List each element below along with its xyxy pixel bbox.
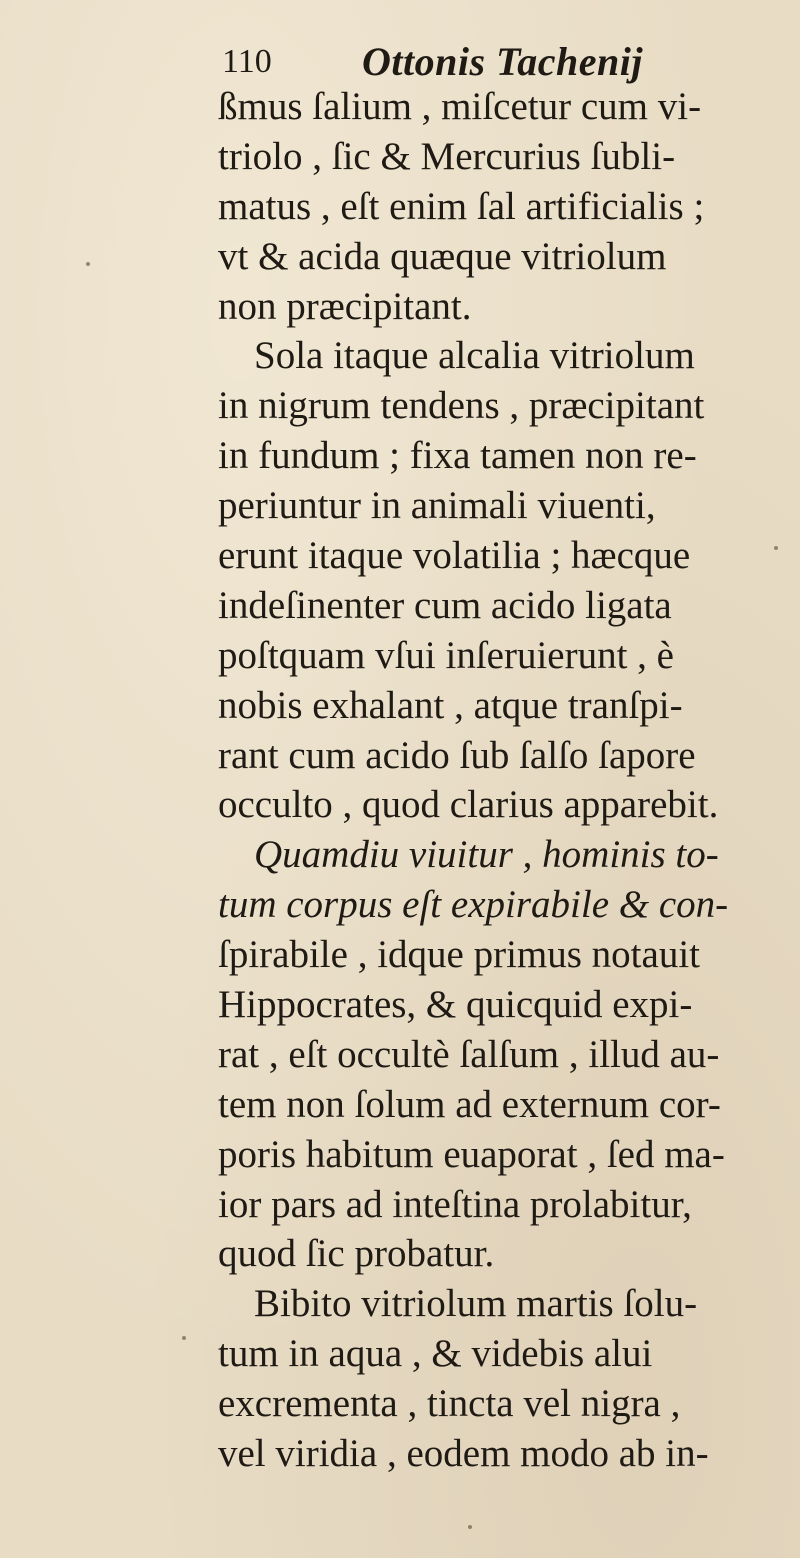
body-text	[218, 82, 798, 1479]
text-line: erunt itaque volatilia ; hæcque	[218, 534, 691, 578]
text-line: matus , eſt enim ſal artificialis ;	[218, 184, 705, 228]
text-line: ſpirabile , idque primus notauit	[218, 933, 700, 977]
text-line: non præcipitant.	[218, 284, 472, 328]
text-line: periuntur in animali viuenti,	[218, 484, 656, 528]
text-line: poſtquam vſui inſeruierunt , è	[218, 633, 674, 677]
text-line: quod ſic probatur.	[218, 1232, 495, 1276]
text-line: in nigrum tendens , præcipitant	[218, 384, 705, 428]
text-line: ior pars ad inteſtina prolabitur,	[218, 1182, 692, 1226]
running-title: Ottonis Tachenij	[362, 39, 644, 84]
text-line: poris habitum euaporat , ſed ma-	[218, 1132, 725, 1176]
text-line: tem non ſolum ad externum cor-	[218, 1082, 721, 1126]
text-line: indeſinenter cum acido ligata	[218, 583, 672, 627]
text-line: vel viridia , eodem modo ab in-	[218, 1432, 709, 1476]
text-line: tum in aqua , & videbis alui	[218, 1332, 653, 1376]
text-line: in fundum ; fixa tamen non re-	[218, 434, 697, 478]
text-line: occulto , quod clarius apparebit.	[218, 783, 719, 827]
text-line: rant cum acido ſub ſalſo ſapore	[218, 733, 696, 777]
text-line: Hippocrates, & quicquid expi-	[218, 983, 693, 1027]
text-line: excrementa , tincta vel nigra ,	[218, 1382, 681, 1426]
page-number: 110	[222, 43, 272, 80]
text-line: Sola itaque alcalia vitriolum	[254, 334, 695, 378]
paper-speck	[468, 1525, 472, 1529]
text-line: nobis exhalant , atque tranſpi-	[218, 683, 683, 727]
text-line: ßmus ſalium , miſcetur cum vi-	[218, 85, 702, 128]
text-line: triolo , ſic & Mercurius ſubli-	[218, 134, 676, 178]
text-line: tum corpus eſt expirabile & con-	[218, 883, 729, 927]
paper-speck	[182, 1336, 186, 1340]
text-line: vt & acida quæque vitriolum	[218, 234, 667, 278]
text-line: Bibito vitriolum martis ſolu-	[254, 1282, 698, 1326]
text-line: rat , eſt occultè ſalſum , illud au-	[218, 1032, 720, 1076]
paper-speck	[774, 546, 778, 550]
paper-speck	[86, 262, 90, 266]
text-line: Quamdiu viuitur , hominis to-	[254, 833, 719, 877]
